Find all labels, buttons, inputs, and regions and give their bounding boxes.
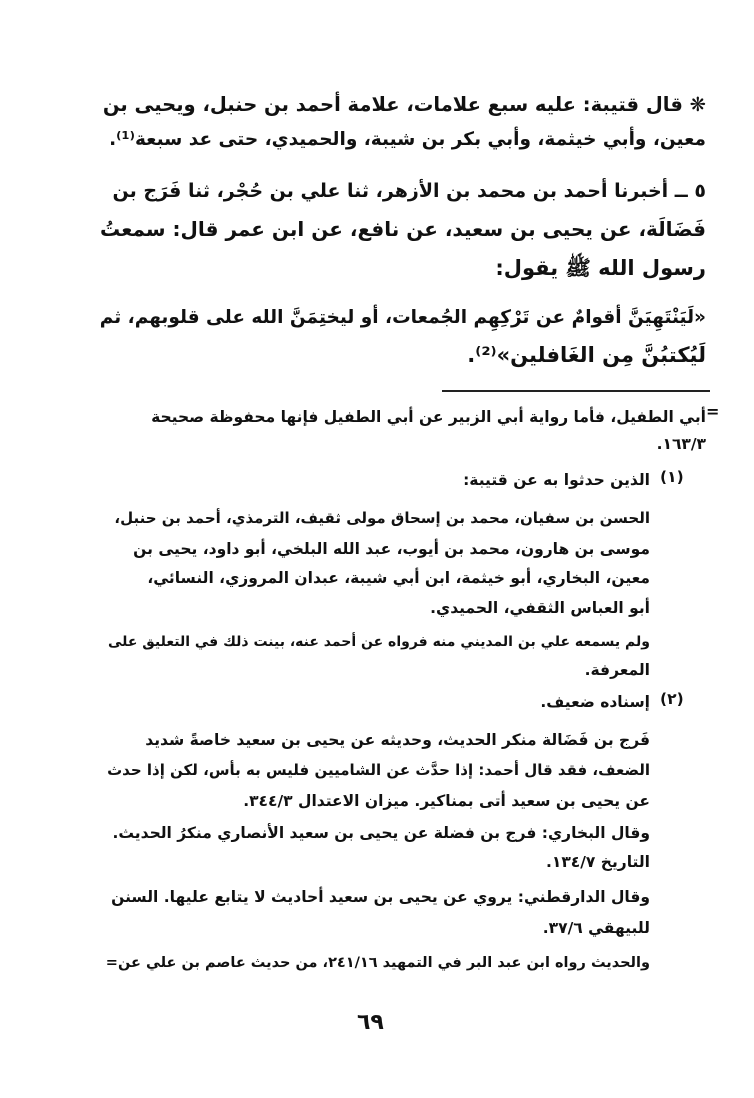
- footnote-line: المعرفة.: [584, 661, 650, 679]
- footnote-line: إسناده ضعيف.: [540, 693, 650, 711]
- footnote-line: وقال الدارقطني: يروي عن يحيى بن سعيد أحاديث لا يتابع عليها. السنن: [111, 888, 650, 906]
- footnote-line: للبيهقي ٣٧/٦.: [542, 919, 650, 937]
- main-line: فَضَالَة، عن يحيى بن سعيد، عن نافع، عن ابن عمر قال: سمعتُ: [100, 217, 706, 241]
- main-line: لَيُكتبُنَّ مِن الغَافلين»⁽²⁾.: [467, 343, 706, 367]
- footnote-divider: [442, 390, 710, 392]
- footnote-line: أبو العباس الثقفي، الحميدي.: [430, 599, 650, 617]
- main-line: معين، وأبي خيثمة، وأبي بكر بن شيبة، والحميدي، حتى عد سبعة⁽¹⁾.: [109, 129, 706, 150]
- page-number: ٦٩: [357, 1010, 384, 1035]
- footnote-line: ولم يسمعه علي بن المديني منه فرواه عن أحمد عنه، بينت ذلك في التعليق على: [107, 634, 650, 650]
- footnote-line: ١٦٣/٣.: [656, 435, 706, 453]
- footnote-line: التاريخ ١٣٤/٧.: [546, 853, 650, 871]
- continuation-marker: =: [706, 402, 720, 421]
- footnote-line: والحديث رواه ابن عبد البر في التمهيد ٢٤١/١٦، من حديث عاصم بن علي عن=: [105, 955, 650, 971]
- footnote-line: أبي الطفيل، فأما رواية أبي الزبير عن أبي الطفيل فإنها محفوظة صحيحة: [151, 408, 706, 426]
- footnote-line: الحسن بن سفيان، محمد بن إسحاق مولى ثقيف، الترمذي، أحمد بن حنبل،: [114, 509, 650, 527]
- footnote-1-marker: (١): [660, 468, 684, 486]
- footnote-line: الضعف، فقد قال أحمد: إذا حدَّث عن الشاميين فليس به بأس، لكن إذا حدث: [107, 761, 650, 779]
- footnote-line: فَرج بن فَضَالة منكر الحديث، وحديثه عن يحيى بن سعيد خاصةً شديد: [145, 731, 650, 749]
- footnote-line: موسى بن هارون، محمد بن أيوب، عبد الله البلخي، أبو داود، يحيى بن: [133, 540, 650, 558]
- main-line: «لَيَنْتَهِيَنَّ أقوامٌ عن تَرْكِهِم الجُمعات، أو ليختِمَنَّ الله على قلوبهم، ثم: [99, 307, 706, 328]
- main-line: ❋ قال قتيبة: عليه سبع علامات، علامة أحمد بن حنبل، ويحيى بن: [102, 93, 706, 116]
- main-line: رسول الله ﷺ يقول:: [495, 256, 706, 280]
- footnote-line: الذين حدثوا به عن قتيبة:: [463, 471, 650, 489]
- footnote-line: معين، البخاري، أبو خيثمة، ابن أبي شيبة، عبدان المروزي، النسائي،: [147, 569, 650, 587]
- footnote-2-marker: (٢): [660, 690, 684, 708]
- footnote-line: وقال البخاري: فرج بن فضلة عن يحيى بن سعيد الأنصاري منكرُ الحديث.: [112, 824, 650, 842]
- main-line: ٥ ــ أخبرنا أحمد بن محمد بن الأزهر، ثنا علي بن حُجْر، ثنا فَرَج بن: [112, 180, 706, 202]
- footnote-line: عن يحيى بن سعيد أتى بمناكير. ميزان الاعتدال ٣٤٤/٣.: [243, 792, 650, 810]
